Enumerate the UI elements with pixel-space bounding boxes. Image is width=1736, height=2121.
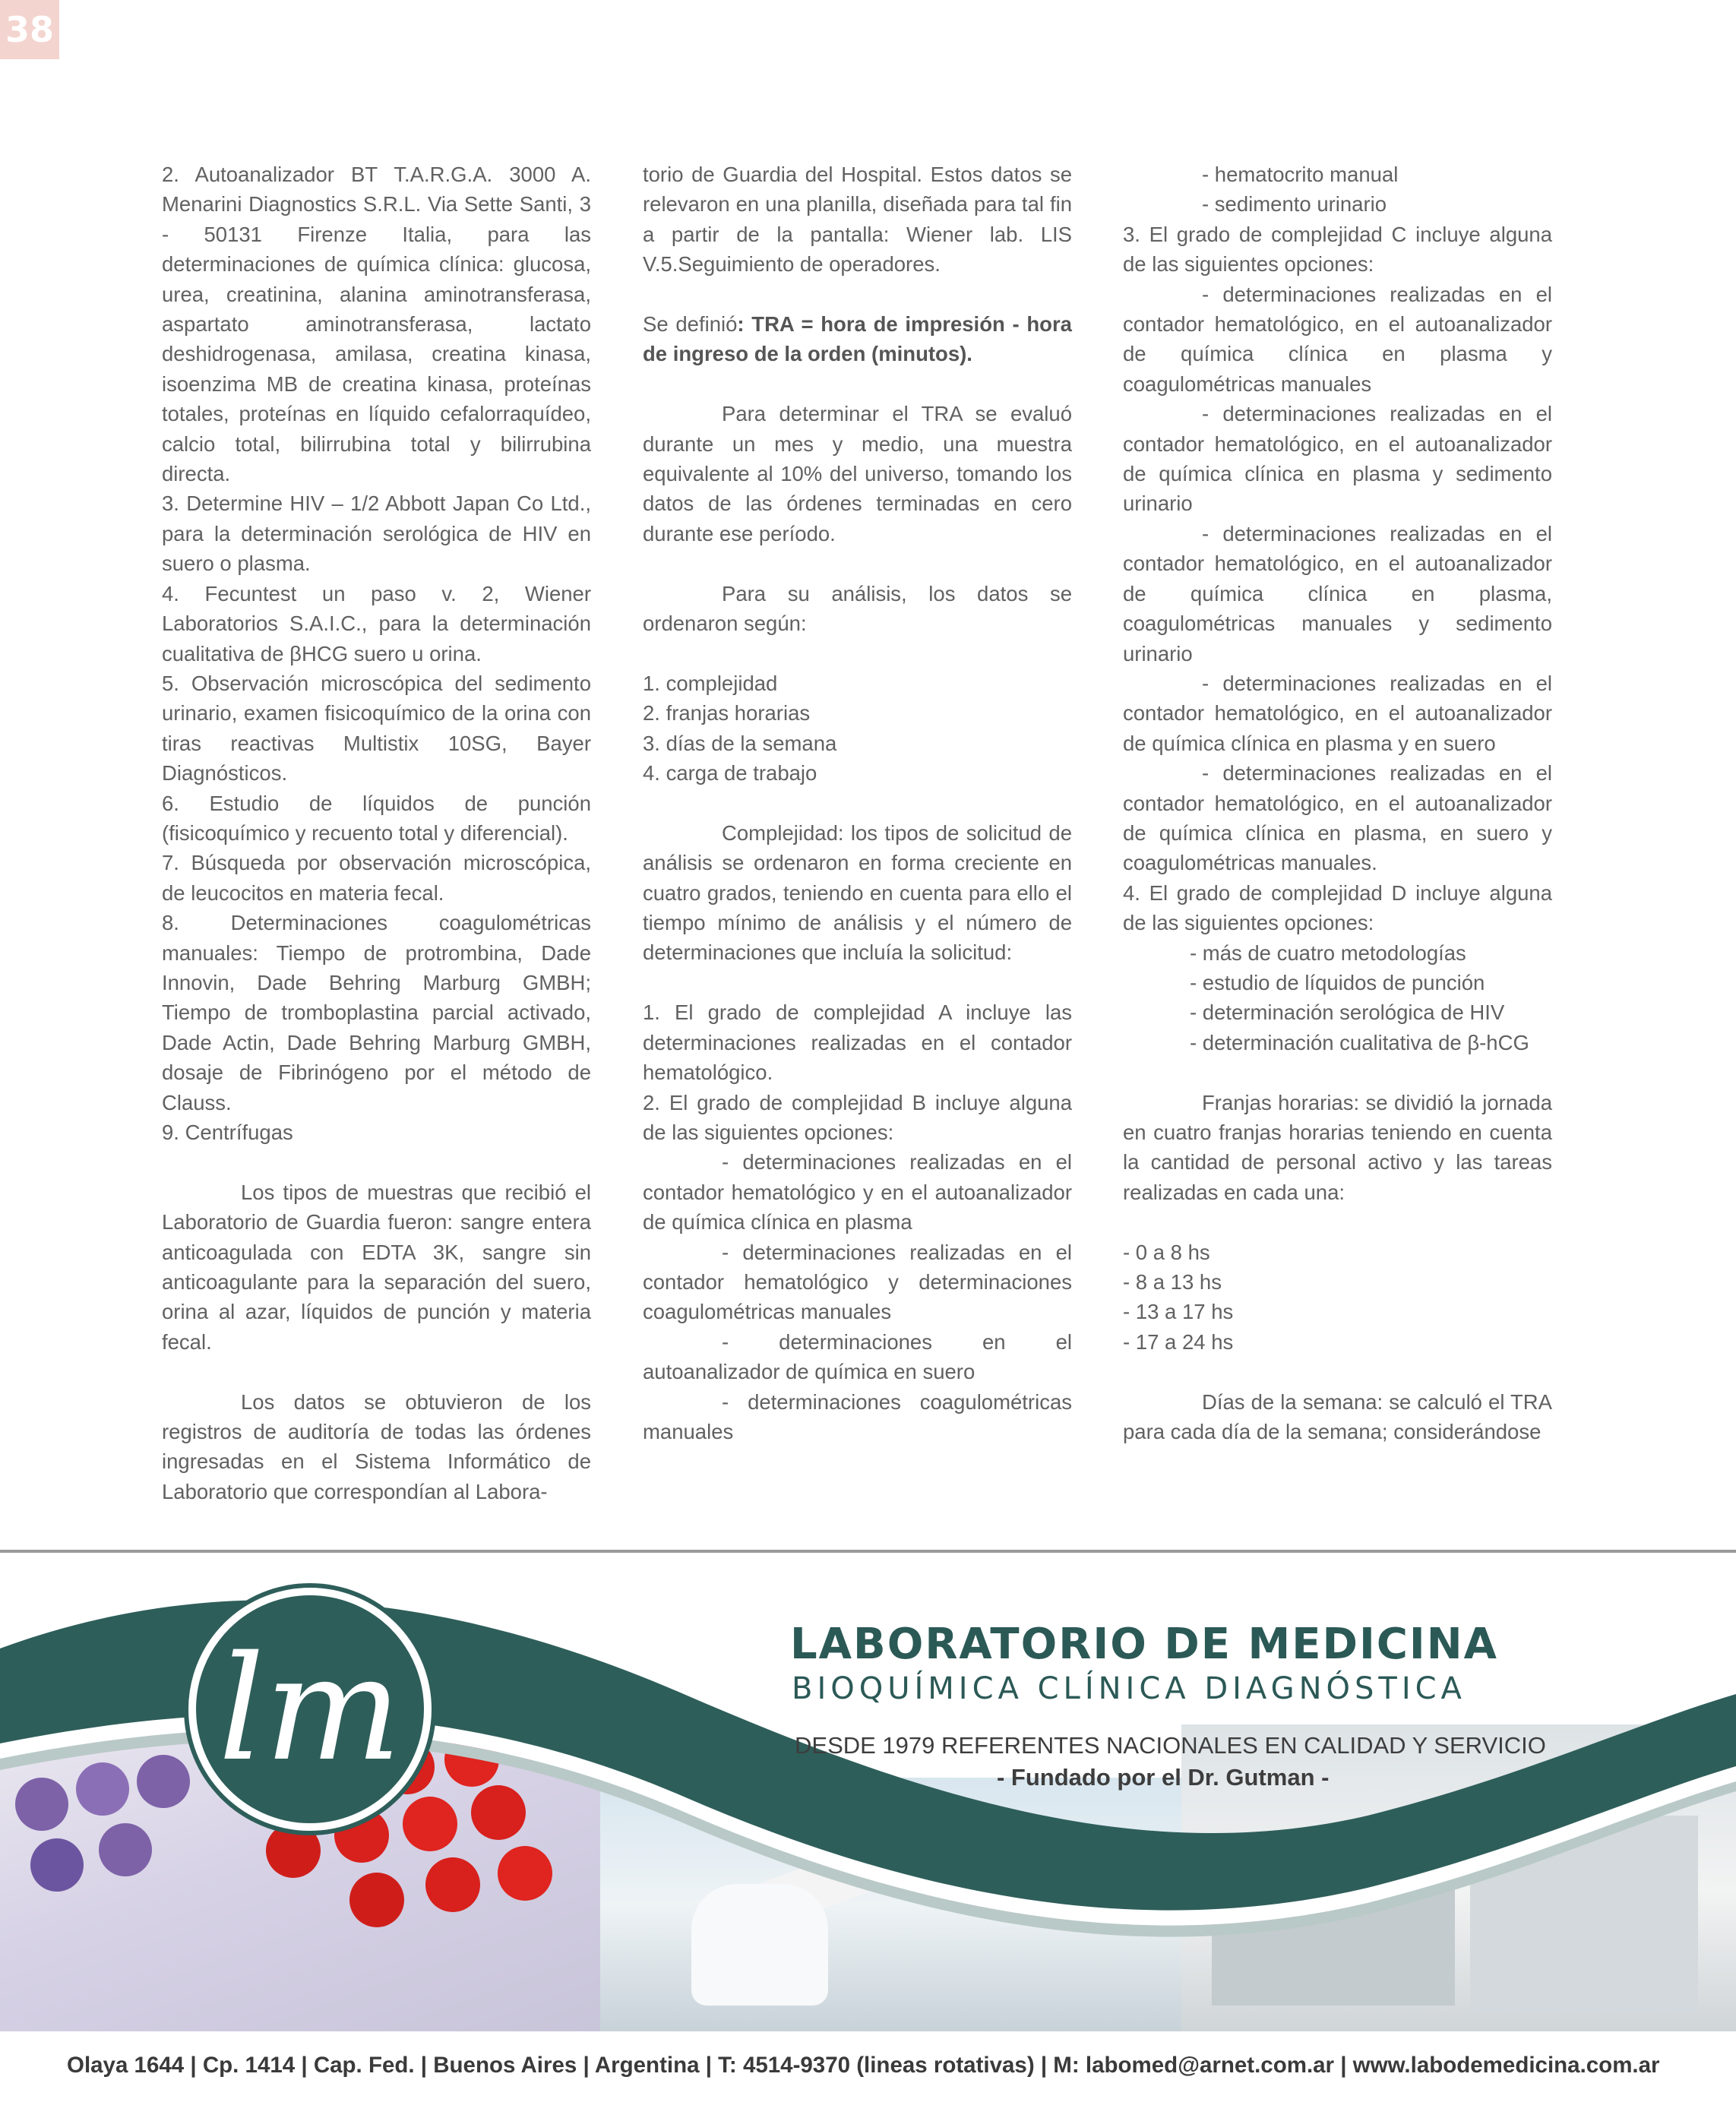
paragraph bbox=[1123, 1327, 1552, 1357]
paragraph-gap bbox=[1123, 1207, 1552, 1237]
paragraph-text: Los tipos de muestras que recibió el Laboratorio de Guardia fueron: sangre entera anticoagulada con EDTA 3K, sangre sin anticoagulante para la separación del suero, orina al azar, líquidos de punción y materia fecal. bbox=[162, 1180, 591, 1354]
paragraph bbox=[162, 160, 591, 488]
paragraph-text: 7. Búsqueda por observación microscópica, de leucocitos en materia fecal. bbox=[162, 851, 591, 905]
paragraph-text: 2. El grado de complejidad B incluye alguna de las siguientes opciones: bbox=[643, 1090, 1072, 1144]
paragraph-text: 1. El grado de complejidad A incluye las determinaciones realizadas en el contador hematológico. bbox=[643, 1000, 1072, 1085]
paragraph-text: 6. Estudio de líquidos de punción (fisicoquímico y recuento total y diferencial). bbox=[162, 791, 591, 845]
paragraph bbox=[1123, 968, 1552, 997]
paragraph bbox=[1123, 160, 1552, 189]
paragraph-text: - 13 a 17 hs bbox=[1123, 1300, 1234, 1324]
paragraph bbox=[643, 579, 1072, 639]
paragraph-text: - determinaciones realizadas en el contador hematológico, en el autoanalizador de química clínica en plasma y en suero bbox=[1123, 671, 1552, 755]
paragraph bbox=[643, 1387, 1072, 1447]
paragraph-gap bbox=[1123, 1057, 1552, 1087]
paragraph bbox=[162, 1177, 591, 1357]
paragraph-text: - determinaciones realizadas en el contador hematológico, en el autoanalizador de química clínica en plasma, coagulométricas manuales y sedimento urinario bbox=[1123, 521, 1552, 665]
text-column-3 bbox=[1123, 160, 1552, 1446]
paragraph bbox=[1123, 1297, 1552, 1326]
paragraph bbox=[643, 309, 1072, 369]
paragraph-text: Para determinar el TRA se evaluó durante un mes y medio, una muestra equivalente al 10% del universo, tomando los datos de las órdenes terminadas en cero durante ese período. bbox=[643, 402, 1072, 545]
paragraph-text: 5. Observación microscópica del sedimento urinario, examen fisicoquímico de la orina con tiras reactivas Multistix 10SG, Bayer Diagnósticos. bbox=[162, 671, 591, 785]
bold-text: : TRA = hora de impresión - hora de ingreso de la orden (minutos). bbox=[643, 312, 1072, 366]
paragraph bbox=[643, 1147, 1072, 1237]
paragraph-text: 2. Autoanalizador BT T.A.R.G.A. 3000 A. Menarini Diagnostics S.R.L. Via Sette Santi, 3 - 50131 Firenze Italia, para las determinaciones de química clínica: glucosa, urea, creatinina, alanina aminotransferasa, aspartato aminotransferasa, lactato deshidrogenasa, amilasa, creatina kinasa, isoenzima MB de creatina kinasa, proteínas totales, proteínas en líquido cefalorraquídeo, calcio total, bilirrubina total y bilirrubina directa. bbox=[162, 163, 591, 486]
paragraph bbox=[1123, 1238, 1552, 1267]
logo-monogram: lm bbox=[218, 1625, 402, 1793]
paragraph-text: - determinaciones en el autoanalizador de química en suero bbox=[643, 1329, 1072, 1384]
paragraph-gap bbox=[643, 638, 1072, 668]
paragraph bbox=[643, 1088, 1072, 1148]
contact-info: Olaya 1644 | Cp. 1414 | Cap. Fed. | Buenos Aires | Argentina | T: 4514-9370 (lineas rotativas) | M: labomed@arnet.com.ar | www.labodemedicina.com.ar bbox=[67, 2053, 1660, 2078]
paragraph-text: 3. El grado de complejidad C incluye alguna de las siguientes opciones: bbox=[1123, 222, 1552, 277]
paragraph bbox=[1123, 758, 1552, 878]
paragraph bbox=[1123, 938, 1552, 968]
paragraph-gap bbox=[1123, 1357, 1552, 1386]
paragraph-text: 4. Fecuntest un paso v. 2, Wiener Laboratorios S.A.I.C., para la determinación cualitativa de βHCG suero u orina. bbox=[162, 581, 591, 665]
text-column-1 bbox=[162, 160, 591, 1506]
paragraph bbox=[643, 997, 1072, 1087]
paragraph-text: - determinación serológica de HIV bbox=[1190, 1000, 1505, 1025]
paragraph-text: Complejidad: los tipos de solicitud de análisis se ordenaron en forma creciente en cuatro grados, teniendo en cuenta para ello el tiempo mínimo de análisis y el número de determinaciones que incluía la solicitud: bbox=[643, 820, 1072, 965]
paragraph-text: - determinaciones realizadas en el contador hematológico y en el autoanalizador de química clínica en plasma bbox=[643, 1150, 1072, 1234]
paragraph-text: 4. El grado de complejidad D incluye alguna de las siguientes opciones: bbox=[1123, 880, 1552, 935]
paragraph bbox=[162, 579, 591, 669]
paragraph-gap bbox=[643, 280, 1072, 309]
paragraph-text: 8. Determinaciones coagulométricas manuales: Tiempo de protrombina, Dade Innovin, Dade Behring Marburg GMBH; Tiempo de tromboplastina parcial activado, Dade Actin, Dade Behring Marburg GMBH, dosaje de Fibrinógeno por el método de Clauss. bbox=[162, 911, 591, 1114]
paragraph bbox=[162, 1387, 591, 1507]
paragraph bbox=[162, 789, 591, 849]
paragraph-text: 9. Centrífugas bbox=[162, 1121, 293, 1144]
paragraph-text: 1. complejidad bbox=[643, 671, 778, 695]
paragraph-text: 3. Determine HIV – 1/2 Abbott Japan Co Ltd., para la determinación serológica de HIV en suero o plasma. bbox=[162, 492, 591, 576]
paragraph bbox=[162, 488, 591, 578]
paragraph-text: 3. días de la semana bbox=[643, 731, 837, 755]
ad-founder: - Fundado por el Dr. Gutman - bbox=[997, 1764, 1330, 1791]
paragraph bbox=[643, 399, 1072, 548]
paragraph-gap bbox=[643, 968, 1072, 997]
paragraph bbox=[162, 669, 591, 789]
paragraph-text: torio de Guardia del Hospital. Estos datos se relevaron en una planilla, diseñada para tal fin a partir de la pantalla: Wiener lab. LIS V.5.Seguimiento de operadores. bbox=[643, 163, 1072, 277]
paragraph bbox=[643, 669, 1072, 698]
paragraph-text: Los datos se obtuvieron de los registros de auditoría de todas las órdenes ingresadas en el Sistema Informático de Laboratorio que correspondían al Labora- bbox=[162, 1389, 591, 1503]
paragraph bbox=[1123, 997, 1552, 1027]
paragraph bbox=[643, 1238, 1072, 1327]
paragraph-text: Para su análisis, los datos se ordenaron según: bbox=[643, 581, 1072, 636]
paragraph-text: - sedimento urinario bbox=[1202, 192, 1387, 217]
paragraph-text: - determinaciones realizadas en el contador hematológico, en el autoanalizador de química clínica en plasma, en suero y coagulométricas manuales. bbox=[1123, 761, 1552, 875]
paragraph-gap bbox=[162, 1147, 591, 1177]
paragraph-text: - determinaciones realizadas en el contador hematológico, en el autoanalizador de química clínica en plasma y coagulométricas manuales bbox=[1123, 282, 1552, 396]
paragraph bbox=[1123, 189, 1552, 219]
paragraph-text: - hematocrito manual bbox=[1202, 163, 1399, 186]
paragraph bbox=[1123, 878, 1552, 938]
paragraph bbox=[162, 848, 591, 908]
paragraph bbox=[1123, 1267, 1552, 1297]
paragraph-text: - 17 a 24 hs bbox=[1123, 1329, 1234, 1354]
ad-footer bbox=[0, 2031, 1736, 2121]
paragraph bbox=[1123, 669, 1552, 758]
text-column-2 bbox=[643, 160, 1072, 1446]
paragraph bbox=[643, 818, 1072, 968]
paragraph-text: - 8 a 13 hs bbox=[1123, 1270, 1222, 1294]
page-number: 38 bbox=[0, 0, 59, 59]
ad-subtitle: BIOQUÍMICA CLÍNICA DIAGNÓSTICA bbox=[792, 1671, 1466, 1706]
paragraph-text: Franjas horarias: se dividió la jornada en cuatro franjas horarias teniendo en cuenta la cantidad de personal activo y las tareas realizadas en cada una: bbox=[1123, 1090, 1552, 1204]
paragraph-gap bbox=[643, 369, 1072, 399]
paragraph bbox=[1123, 1088, 1552, 1208]
paragraph-text: - estudio de líquidos de punción bbox=[1190, 970, 1485, 994]
paragraph-text: - determinaciones realizadas en el contador hematológico y determinaciones coagulométricas manuales bbox=[643, 1240, 1072, 1324]
lm-logo bbox=[188, 1588, 432, 1831]
paragraph bbox=[643, 160, 1072, 280]
paragraph-text: Se definió bbox=[643, 312, 738, 337]
paragraph-text: Días de la semana: se calculó el TRA para cada día de la semana; considerándose bbox=[1123, 1389, 1552, 1444]
paragraph-text: - determinaciones realizadas en el contador hematológico, en el autoanalizador de química clínica en plasma y sedimento urinario bbox=[1123, 402, 1552, 516]
paragraph bbox=[643, 1327, 1072, 1387]
paragraph-text: - 0 a 8 hs bbox=[1123, 1240, 1210, 1264]
paragraph bbox=[643, 758, 1072, 788]
ad-title: LABORATORIO DE MEDICINA bbox=[790, 1620, 1498, 1669]
paragraph-gap bbox=[643, 548, 1072, 578]
paragraph bbox=[1123, 399, 1552, 519]
paragraph bbox=[1123, 280, 1552, 400]
paragraph bbox=[1123, 1387, 1552, 1447]
paragraph-text: 2. franjas horarias bbox=[643, 701, 811, 725]
ad-tagline: DESDE 1979 REFERENTES NACIONALES EN CALIDAD Y SERVICIO bbox=[795, 1732, 1546, 1759]
paragraph bbox=[162, 1117, 591, 1147]
paragraph-text: - determinación cualitativa de β-hCG bbox=[1190, 1030, 1529, 1054]
paragraph bbox=[643, 698, 1072, 728]
paragraph bbox=[643, 729, 1072, 758]
paragraph-gap bbox=[162, 1357, 591, 1386]
paragraph-gap bbox=[643, 788, 1072, 817]
paragraph bbox=[1123, 220, 1552, 280]
paragraph bbox=[1123, 1028, 1552, 1057]
paragraph bbox=[162, 908, 591, 1117]
paragraph bbox=[1123, 519, 1552, 669]
paragraph-text: - determinaciones coagulométricas manuales bbox=[643, 1389, 1072, 1443]
paragraph-text: - más de cuatro metodologías bbox=[1190, 940, 1466, 965]
paragraph-text: 4. carga de trabajo bbox=[643, 761, 817, 785]
